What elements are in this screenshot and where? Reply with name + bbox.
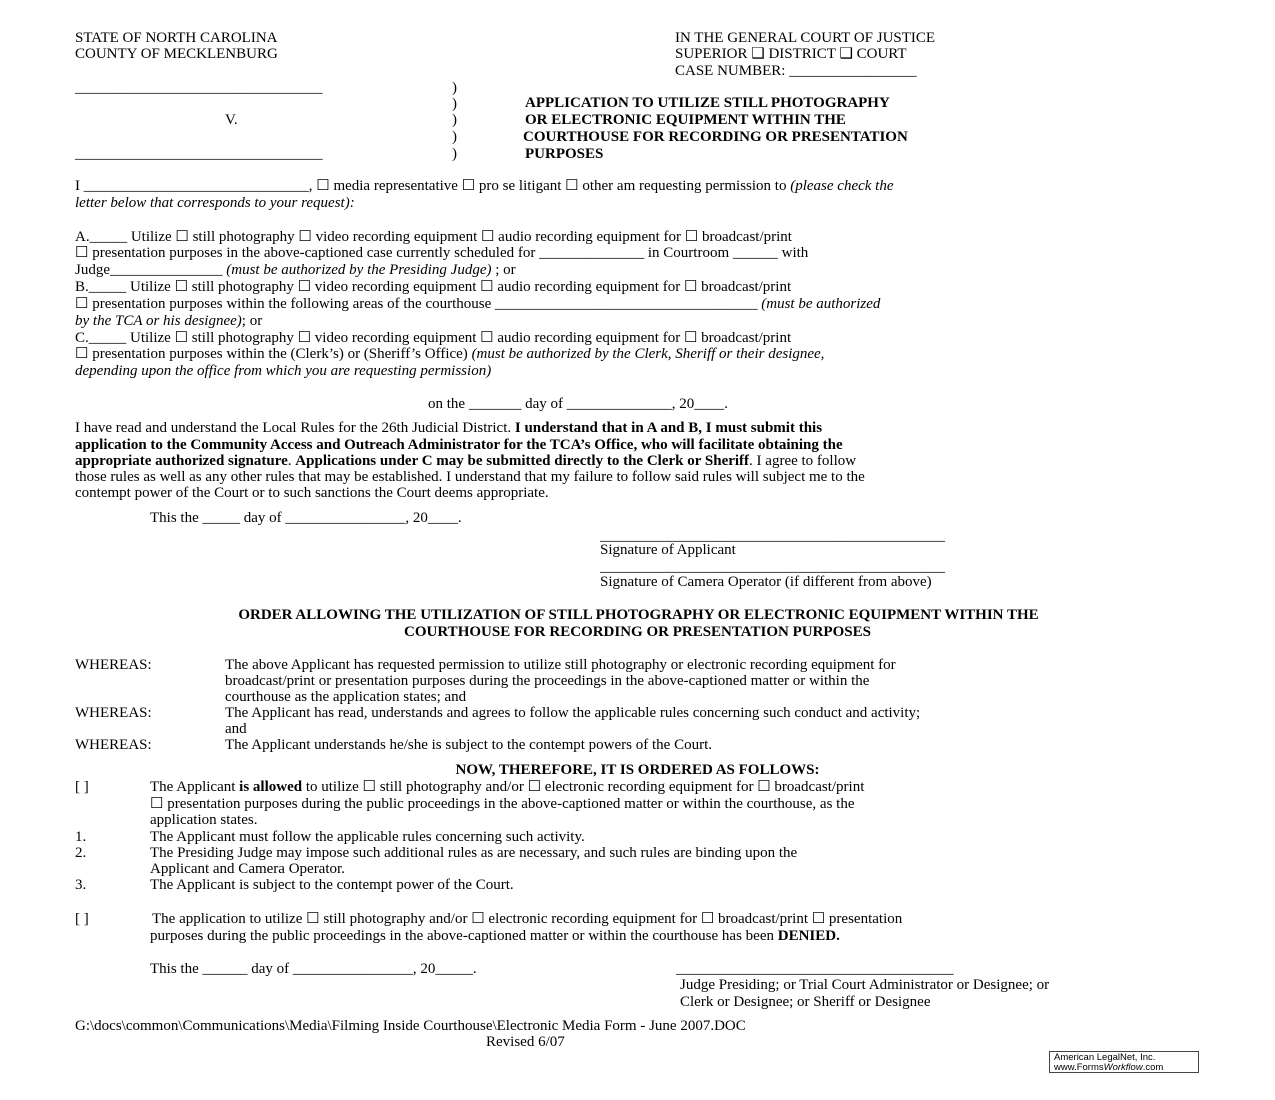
intro-instruction: letter below that corresponds to your request): [75,195,355,211]
application-title: COURTHOUSE FOR RECORDING OR PRESENTATION [523,129,908,145]
agreement-text: . [287,453,296,469]
judge-signature-line[interactable]: _____________________________________ [676,961,954,977]
versus-label: V. [225,112,238,128]
denied-text [150,928,840,944]
allowed-text [150,779,864,795]
agreement-line [75,420,822,436]
court-division-checkboxes[interactable]: SUPERIOR ❑ DISTRICT ❑ COURT [675,46,907,62]
judge-title: Clerk or Designee; or Sheriff or Designee [680,994,931,1010]
revised-label: Revised 6/07 [486,1034,565,1050]
whereas-text: The Applicant has read, understands and agrees to follow the applicable rules concerning such conduct and activity; [225,705,921,721]
option-c[interactable] [75,346,824,362]
denied-bold: DENIED. [777,928,840,944]
agreement-bold: Applications under C may be submitted directly to the Clerk or Sheriff [295,453,750,469]
option-b-note: (must be authorized [761,296,881,312]
county-label: COUNTY OF MECKLENBURG [75,46,278,62]
caption-paren: ) [452,80,457,96]
intro-instruction: (please check the [790,178,894,194]
application-title: PURPOSES [525,146,604,162]
whereas-text: broadcast/print or presentation purposes during the proceedings in the above-captioned matter or within the [225,673,870,689]
applicant-signature-line[interactable]: ______________________________________________ [600,528,945,544]
option-a[interactable]: ☐ presentation purposes in the above-captioned case currently scheduled for ______________ in Courtroom ______ with [75,245,809,261]
allowed-text-part: The Applicant [150,779,240,795]
denied-checkbox[interactable]: [ ] [75,911,89,927]
judge-field[interactable]: Judge_______________ [75,262,227,278]
applicant-signature-label: Signature of Applicant [600,542,736,558]
rule-number: 3. [75,877,87,893]
url-part: .com [1142,1062,1164,1073]
file-path: G:\docs\common\Communications\Media\Filming Inside Courthouse\Electronic Media Form - June 2007.DOC [75,1018,746,1034]
url-part: Workflow [1103,1062,1143,1073]
caption-paren: ) [452,129,457,145]
intro-text: I ______________________________, ☐ media representative ☐ pro se litigant ☐ other am requesting permission to [75,178,791,194]
publisher-url [1054,1063,1198,1073]
intro-line[interactable] [75,178,894,194]
court-label: IN THE GENERAL COURT OF JUSTICE [675,30,936,46]
ordered-heading: NOW, THEREFORE, IT IS ORDERED AS FOLLOWS: [455,762,820,778]
url-part: www.Forms [1054,1062,1104,1073]
option-b [75,313,262,329]
option-c-text[interactable]: ☐ presentation purposes within the (Clerk’s) or (Sheriff’s Office) [75,346,472,362]
whereas-text: The Applicant understands he/she is subject to the contempt powers of the Court. [225,737,712,753]
whereas-label: WHEREAS: [75,705,152,721]
agreement-text: I have read and understand the Local Rules for the 26th Judicial District. [75,420,515,436]
allowed-text: application states. [150,812,258,828]
publisher-badge [1049,1051,1199,1073]
denied-text: The application to utilize ☐ still photography and/or ☐ electronic recording equipment for ☐ broadcast/print ☐ presentation [152,911,903,927]
applicant-date-line[interactable]: This the _____ day of ________________, 20____. [150,510,462,526]
publisher-name: American LegalNet, Inc. [1054,1052,1156,1063]
application-title: OR ELECTRONIC EQUIPMENT WITHIN THE [525,112,846,128]
judge-title: Judge Presiding; or Trial Court Administrator or Designee; or [680,977,1050,993]
caption-paren: ) [452,112,457,128]
agreement-text: those rules as well as any other rules that may be established. I understand that my failure to follow said rules will subject me to the [75,469,865,485]
option-c-note: (must be authorized by the Clerk, Sheriff or their designee, [471,346,825,362]
whereas-text: and [225,721,247,737]
operator-signature-label: Signature of Camera Operator (if different from above) [600,574,932,590]
agreement-bold: I understand that in A and B, I must submit this [514,420,823,436]
option-a[interactable] [75,262,516,278]
rule-text: The Applicant is subject to the contempt power of the Court. [150,877,514,893]
defendant-line[interactable]: _________________________________ [75,146,323,162]
option-c[interactable]: C._____ Utilize ☐ still photography ☐ video recording equipment ☐ audio recording equipment for ☐ broadcast/print [75,330,792,346]
state-label: STATE OF NORTH CAROLINA [75,30,278,46]
agreement-line [75,453,856,469]
plaintiff-line[interactable]: _________________________________ [75,80,323,96]
option-a-end: ; or [491,262,516,278]
rule-number: 2. [75,845,87,861]
rule-number: 1. [75,829,87,845]
denied-text-part: purposes during the public proceedings in the above-captioned matter or within the courthouse has been [150,928,778,944]
option-b[interactable]: B._____ Utilize ☐ still photography ☐ video recording equipment ☐ audio recording equipment for ☐ broadcast/print [75,279,792,295]
whereas-text: courthouse as the application states; and [225,689,467,705]
option-c-note: depending upon the office from which you are requesting permission) [75,363,492,379]
caption-paren: ) [452,96,457,112]
option-b[interactable] [75,296,880,312]
allowed-text: ☐ presentation purposes during the public proceedings in the above-captioned matter or within the courthouse, as the [150,796,855,812]
option-b-note: by the TCA or his designee) [75,313,242,329]
date-line[interactable]: on the _______ day of ______________, 20____. [428,396,728,412]
agreement-text: contempt power of the Court or to such sanctions the Court deems appropriate. [75,485,549,501]
allowed-bold: is allowed [239,779,303,795]
order-title: COURTHOUSE FOR RECORDING OR PRESENTATION PURPOSES [404,624,871,640]
option-a-note: (must be authorized by the Presiding Judge) [226,262,492,278]
rule-text: The Applicant must follow the applicable rules concerning such activity. [150,829,585,845]
rule-text: The Presiding Judge may impose such additional rules as are necessary, and such rules are binding upon the [150,845,798,861]
agreement-bold: appropriate authorized signature [75,453,288,469]
agreement-bold: application to the Community Access and Outreach Administrator for the TCA’s Office, who will facilitate obtaining the [75,437,843,453]
areas-field[interactable]: ☐ presentation purposes within the following areas of the courthouse ___________________________________ [75,296,762,312]
caption-paren: ) [452,146,457,162]
whereas-label: WHEREAS: [75,657,152,673]
allowed-text-part: to utilize ☐ still photography and/or ☐ electronic recording equipment for ☐ broadcast/print [302,779,865,795]
option-b-end: ; or [241,313,263,329]
order-title: ORDER ALLOWING THE UTILIZATION OF STILL PHOTOGRAPHY OR ELECTRONIC EQUIPMENT WITHIN THE [238,607,1039,623]
whereas-label: WHEREAS: [75,737,152,753]
option-a[interactable]: A._____ Utilize ☐ still photography ☐ video recording equipment ☐ audio recording equipment for ☐ broadcast/print [75,229,792,245]
rule-text: Applicant and Camera Operator. [150,861,345,877]
allowed-checkbox[interactable]: [ ] [75,779,89,795]
agreement-text: . I agree to follow [749,453,857,469]
application-title: APPLICATION TO UTILIZE STILL PHOTOGRAPHY [525,95,890,111]
whereas-text: The above Applicant has requested permission to utilize still photography or electronic recording equipment for [225,657,896,673]
order-date-line[interactable]: This the ______ day of ________________, 20_____. [150,961,477,977]
operator-signature-line[interactable]: ______________________________________________ [600,559,945,575]
case-number-field[interactable]: CASE NUMBER: _________________ [675,63,917,79]
